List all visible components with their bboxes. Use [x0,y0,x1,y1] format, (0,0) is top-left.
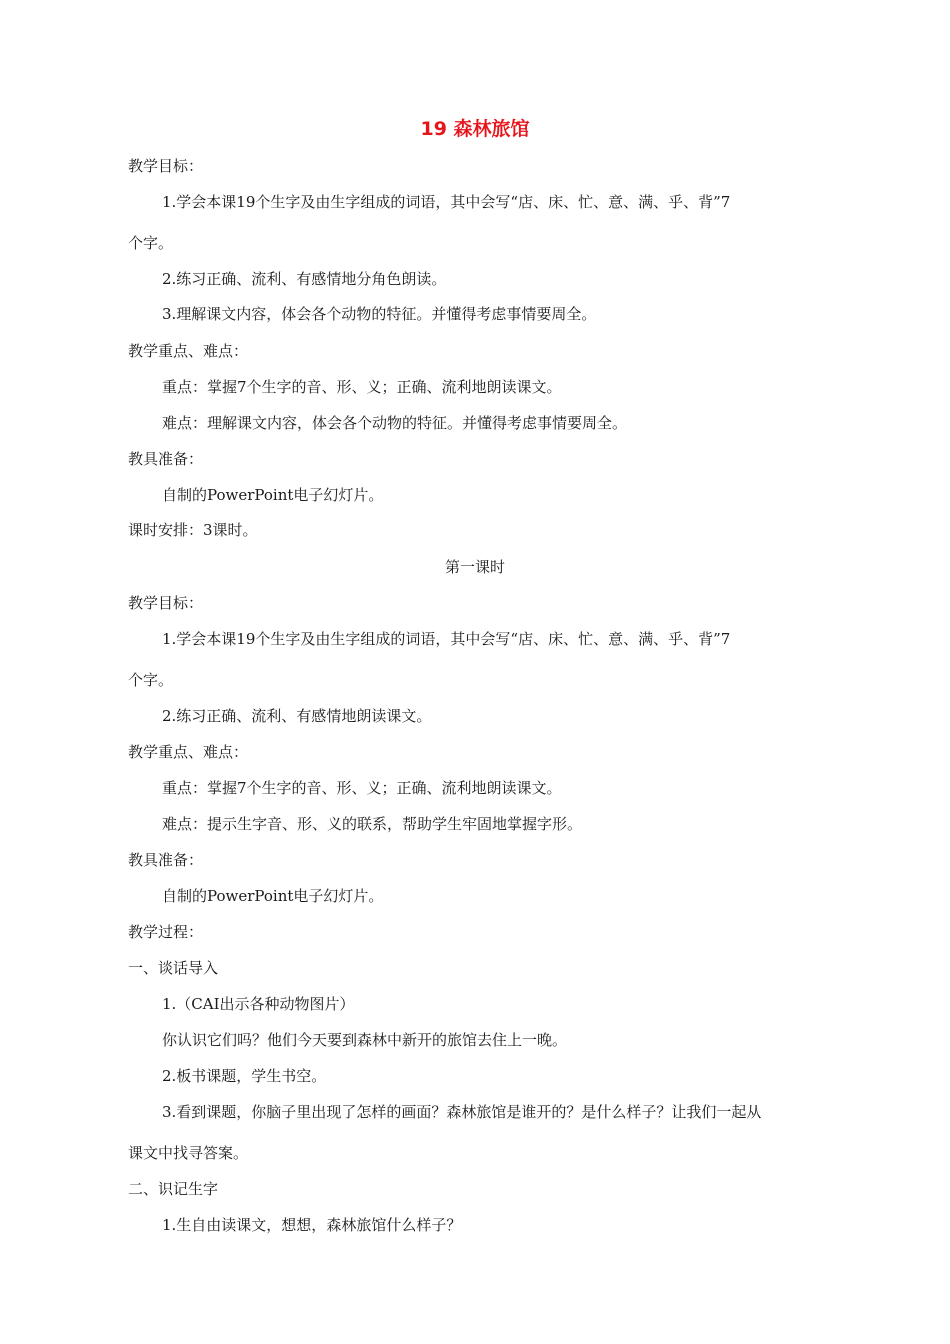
paragraph-line: 3.看到课题，你脑子里出现了怎样的画面？森林旅馆是谁开的？是什么样子？让我们一起从 [162,1103,762,1121]
heading-materials: 教具准备： [128,851,204,869]
heading-materials: 教具准备： [128,450,204,468]
paragraph-line: 1.学会本课19个生字及由生字组成的词语，其中会写“店、床、忙、意、满、乎、背”7 [162,630,731,648]
paragraph-line: 个字。 [128,234,174,252]
section-heading: 第一课时 [444,558,505,576]
section-heading: 一、谈话导入 [128,959,219,977]
heading-process: 教学过程： [128,923,204,941]
paragraph-line: 你认识它们吗？他们今天要到森林中新开的旅馆去住上一晚。 [162,1031,568,1049]
paragraph-line: 难点：理解课文内容，体会各个动物的特征。并懂得考虑事情要周全。 [162,414,628,432]
paragraph-line: 1.生自由读课文，想想，森林旅馆什么样子？ [162,1216,462,1234]
paragraph-line: 2.练习正确、流利、有感情地分角色朗读。 [162,270,447,288]
paragraph-line: 个字。 [128,671,174,689]
paragraph-line: 1.（CAI出示各种动物图片） [162,995,355,1013]
paragraph-line: 课文中找寻答案。 [128,1144,249,1162]
paragraph-line: 2.板书课题，学生书空。 [162,1067,327,1085]
paragraph-line: 2.练习正确、流利、有感情地朗读课文。 [162,707,432,725]
heading-key-points: 教学重点、难点： [128,342,249,360]
paragraph-line: 自制的PowerPoint电子幻灯片。 [162,887,384,905]
paragraph-line: 1.学会本课19个生字及由生字组成的词语，其中会写“店、床、忙、意、满、乎、背”7 [162,193,731,211]
paragraph-line: 难点：提示生字音、形、义的联系，帮助学生牢固地掌握字形。 [162,815,583,833]
paragraph-line: 3.理解课文内容，体会各个动物的特征。并懂得考虑事情要周全。 [162,305,597,323]
heading-teaching-goals: 教学目标： [128,594,204,612]
section-heading: 二、识记生字 [128,1180,219,1198]
paragraph-line: 自制的PowerPoint电子幻灯片。 [162,486,384,504]
heading-key-points: 教学重点、难点： [128,743,249,761]
paragraph-line: 重点：掌握7个生字的音、形、义；正确、流利地朗读课文。 [162,779,562,797]
document-title: 19 森林旅馆 [420,118,530,140]
heading-schedule: 课时安排：3课时。 [128,521,258,539]
heading-teaching-goals: 教学目标： [128,157,204,175]
paragraph-line: 重点：掌握7个生字的音、形、义；正确、流利地朗读课文。 [162,378,562,396]
